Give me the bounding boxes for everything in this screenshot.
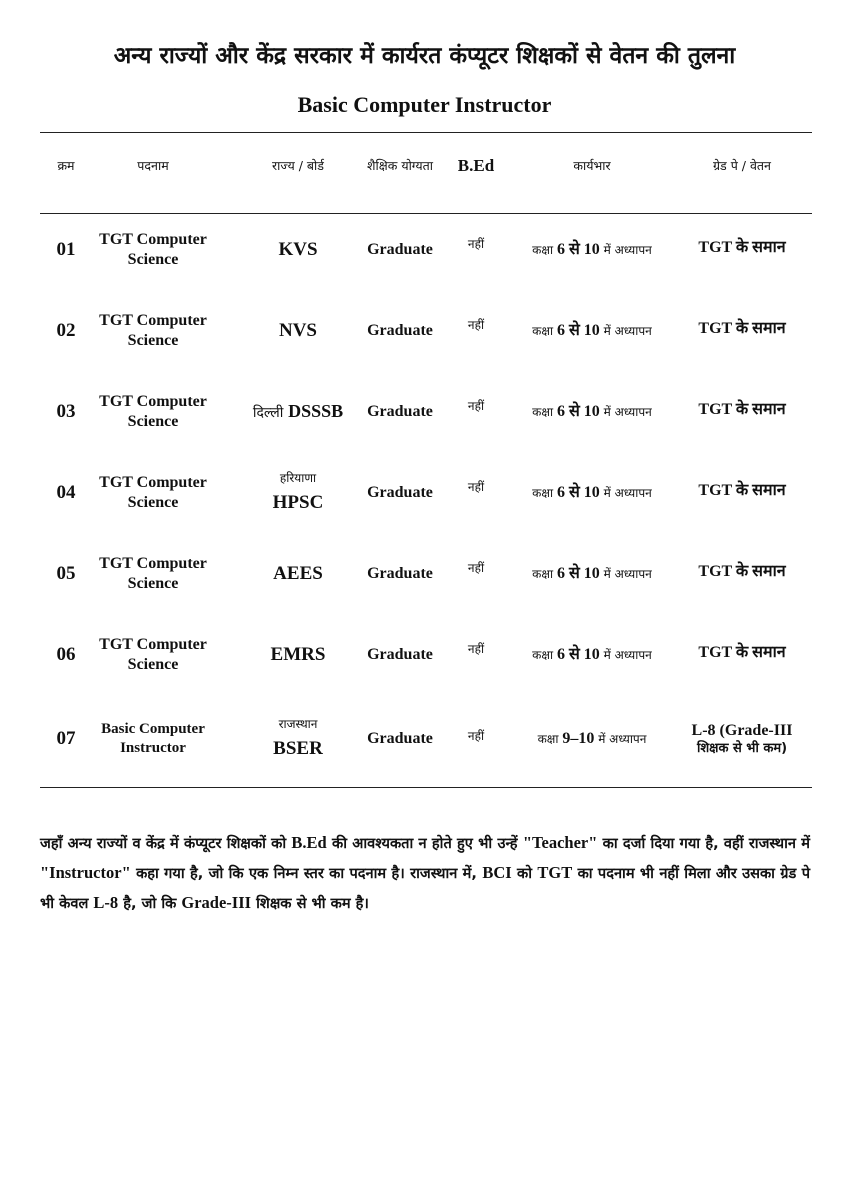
row-qualification: Graduate: [367, 241, 433, 258]
para-text: कहा गया है, जो कि एक निम्न स्तर का पदनाम है। राजस्थान में,: [130, 865, 483, 882]
para-term: "Teacher": [522, 833, 598, 852]
row-work-range: 6 से 10: [556, 484, 600, 501]
row-grade-line1: TGT के समान: [698, 482, 786, 499]
row-work-post: में अध्यापन: [603, 243, 652, 257]
row-board-state: हरियाणा: [279, 471, 317, 486]
header-board: राज्य / बोर्ड: [272, 158, 324, 174]
row-workload: [502, 703, 682, 775]
row-number: 01: [56, 239, 76, 261]
row-work-range: 6 से 10: [556, 565, 600, 582]
row-post-line2: Science: [127, 656, 179, 673]
para-text: शिक्षक से भी कम है।: [251, 895, 369, 912]
row-workload: [502, 376, 682, 448]
page-subtitle: Basic Computer Instructor: [297, 92, 552, 117]
table-bottom-rule: [40, 787, 812, 788]
header-qualification: शैक्षिक योग्यता: [367, 158, 433, 174]
row-post-line2: Science: [127, 413, 179, 430]
row-post-line2: Science: [127, 494, 179, 511]
row-post-line1: TGT Computer: [99, 474, 207, 491]
row-board-code: BSER: [273, 738, 323, 760]
row-work-pre: कक्षा: [532, 486, 554, 500]
row-post-line2: Science: [127, 575, 179, 592]
table-top-rule: [40, 132, 812, 133]
para-text: को: [511, 865, 538, 882]
para-text: का दर्जा दिया गया है, वहीं राजस्थान में: [597, 835, 810, 852]
row-post: [92, 295, 214, 367]
row-board-code: AEES: [273, 563, 323, 585]
row-work-post: में अध्यापन: [603, 405, 652, 419]
table-row: [0, 538, 849, 610]
para-term: BCI: [482, 863, 512, 882]
header-workload: कार्यभार: [573, 158, 611, 174]
row-work-post: में अध्यापन: [603, 648, 652, 662]
row-grade: [672, 295, 812, 363]
row-board-state: दिल्ली: [252, 405, 284, 422]
header-post: पदनाम: [137, 158, 169, 174]
row-qualification: Graduate: [367, 565, 433, 582]
row-post-line1: TGT Computer: [99, 231, 207, 248]
row-work-post: में अध्यापन: [598, 732, 647, 746]
row-grade: [672, 703, 812, 775]
row-board: [236, 538, 360, 610]
row-post-line2: Instructor: [120, 740, 186, 756]
table-row: [0, 376, 849, 448]
row-post: [92, 214, 214, 286]
row-bed: नहीं: [467, 641, 485, 656]
row-board: [236, 214, 360, 286]
row-work-range: 6 से 10: [556, 403, 600, 420]
row-work-post: में अध्यापन: [603, 324, 652, 338]
row-workload: [502, 214, 682, 286]
row-bed: नहीं: [467, 560, 485, 575]
row-grade: [672, 538, 812, 606]
para-text: की आवश्यकता न होते हुए भी उन्हें: [326, 835, 523, 852]
table-row: [0, 619, 849, 691]
para-text: है, जो कि: [118, 895, 182, 912]
row-board: [236, 703, 360, 775]
header-bed: B.Ed: [457, 156, 495, 176]
para-term: B.Ed: [291, 833, 327, 852]
row-grade-line1: TGT के समान: [698, 320, 786, 337]
row-board: [236, 295, 360, 367]
summary-paragraph: [40, 828, 810, 918]
row-number: 03: [56, 401, 76, 423]
row-grade: [672, 214, 812, 282]
row-board: [236, 376, 360, 448]
table-row: [0, 295, 849, 367]
row-post: [92, 376, 214, 448]
row-board-code: NVS: [278, 320, 317, 342]
row-work-post: में अध्यापन: [603, 567, 652, 581]
row-workload: [502, 295, 682, 367]
header-serial: क्रम: [57, 158, 75, 174]
table-row: [0, 214, 849, 286]
row-post: [92, 619, 214, 691]
row-post: [92, 538, 214, 610]
row-bed: नहीं: [467, 728, 485, 743]
row-post-line2: Science: [127, 332, 179, 349]
row-work-pre: कक्षा: [532, 648, 554, 662]
row-number: 07: [56, 728, 76, 750]
row-post-line1: TGT Computer: [99, 636, 207, 653]
row-board: [236, 619, 360, 691]
row-bed: नहीं: [467, 317, 485, 332]
para-text: जहाँ अन्य राज्यों व केंद्र में कंप्यूटर शिक्षकों को: [40, 835, 292, 852]
para-text: का पदनाम भी नहीं मिला और उसका ग्रेड पे भी केवल: [40, 865, 810, 912]
row-grade-line1: TGT के समान: [698, 644, 786, 661]
row-board-code: HPSC: [272, 492, 324, 514]
para-term: Grade-III: [181, 893, 252, 912]
row-work-pre: कक्षा: [532, 405, 554, 419]
row-board: [236, 457, 360, 529]
row-work-pre: कक्षा: [532, 243, 554, 257]
row-qualification: Graduate: [367, 322, 433, 339]
row-number: 05: [56, 563, 76, 585]
row-bed: नहीं: [467, 398, 485, 413]
row-grade-line1: L-8 (Grade-III: [691, 721, 793, 739]
row-work-post: में अध्यापन: [603, 486, 652, 500]
table-row: [0, 703, 849, 775]
row-work-range: 9–10: [562, 730, 595, 747]
row-bed: नहीं: [467, 479, 485, 494]
row-post: [92, 703, 214, 775]
row-board-code: EMRS: [270, 644, 326, 666]
row-grade: [672, 376, 812, 444]
row-work-pre: कक्षा: [532, 324, 554, 338]
header-grade: ग्रेड पे / वेतन: [713, 158, 771, 174]
row-work-pre: कक्षा: [532, 567, 554, 581]
row-grade-line1: TGT के समान: [698, 401, 786, 418]
row-post-line1: TGT Computer: [99, 312, 207, 329]
row-post-line1: TGT Computer: [99, 393, 207, 410]
row-bed: नहीं: [467, 236, 485, 251]
row-board-code: DSSSB: [288, 401, 344, 422]
row-post-line1: Basic Computer: [101, 721, 205, 738]
row-qualification: Graduate: [367, 646, 433, 663]
row-workload: [502, 538, 682, 610]
row-board-code: KVS: [278, 239, 318, 261]
row-work-range: 6 से 10: [556, 646, 600, 663]
row-number: 02: [56, 320, 76, 342]
row-grade-line2: शिक्षक से भी कम): [696, 740, 788, 756]
row-number: 04: [56, 482, 76, 504]
row-workload: [502, 457, 682, 529]
row-qualification: Graduate: [367, 484, 433, 501]
row-work-range: 6 से 10: [556, 241, 600, 258]
table-row: [0, 457, 849, 529]
row-board-state: राजस्थान: [278, 717, 318, 732]
row-grade: [672, 619, 812, 687]
row-qualification: Graduate: [367, 403, 433, 420]
row-grade-line1: TGT के समान: [698, 563, 786, 580]
row-workload: [502, 619, 682, 691]
row-number: 06: [56, 644, 76, 666]
row-qualification: Graduate: [367, 730, 433, 747]
row-work-range: 6 से 10: [556, 322, 600, 339]
row-post-line2: Science: [127, 251, 179, 268]
para-term: TGT: [537, 863, 573, 882]
row-post-line1: TGT Computer: [99, 555, 207, 572]
row-post: [92, 457, 214, 529]
para-term: "Instructor": [40, 863, 131, 882]
row-grade-line1: TGT के समान: [698, 239, 786, 256]
page-title: अन्य राज्यों और केंद्र सरकार में कार्यरत कंप्यूटर शिक्षकों से वेतन की तुलना: [113, 43, 736, 69]
row-work-pre: कक्षा: [537, 732, 559, 746]
row-grade: [672, 457, 812, 525]
para-term: L-8: [93, 893, 119, 912]
